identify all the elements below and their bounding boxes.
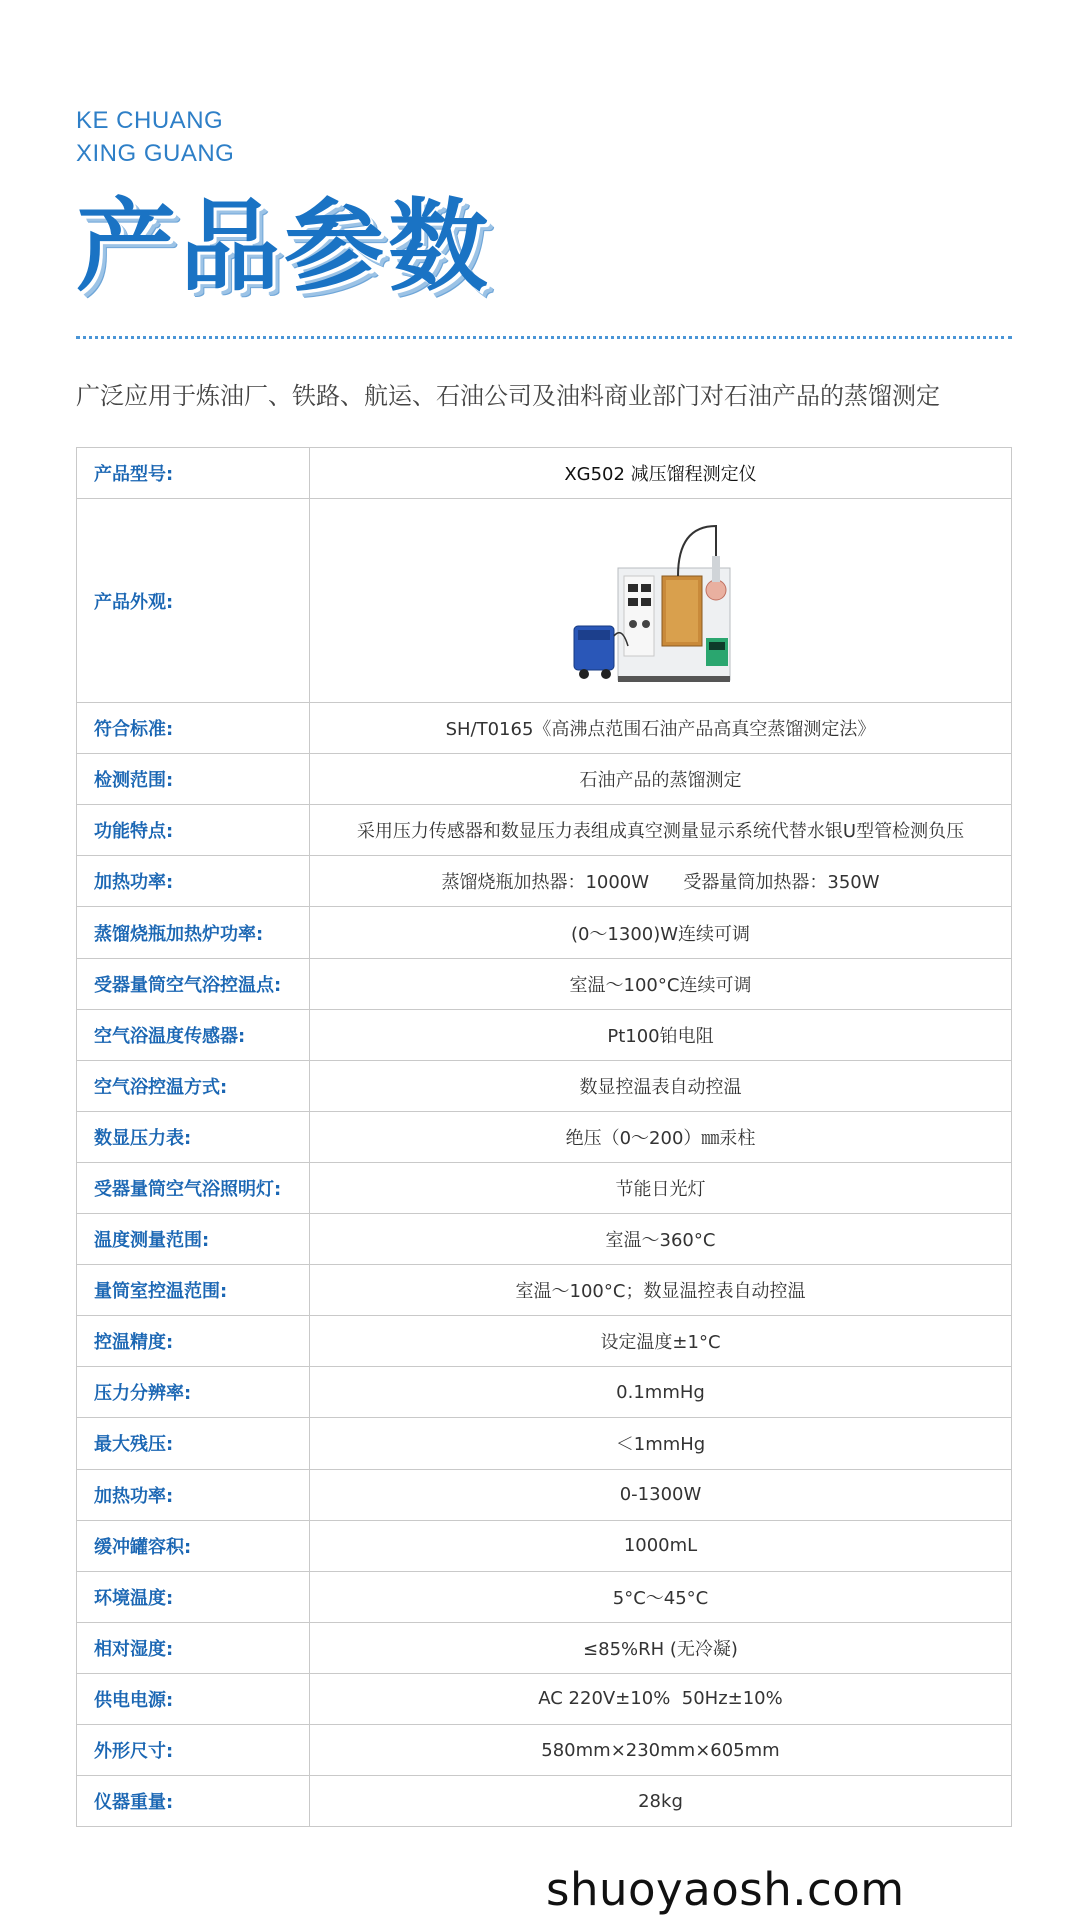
table-row: [77, 1111, 1012, 1162]
table-row: [77, 1520, 1012, 1571]
row-value: Pt100铂电阻: [310, 1009, 1012, 1060]
row-label: 检测范围:: [77, 754, 310, 805]
row-value: 数显控温表自动控温: [310, 1060, 1012, 1111]
row-label: 外形尺寸:: [77, 1724, 310, 1775]
row-value: (0～1300)W连续可调: [310, 907, 1012, 958]
row-value: 石油产品的蒸馏测定: [310, 754, 1012, 805]
row-value: SH/T0165《高沸点范围石油产品高真空蒸馏测定法》: [310, 703, 1012, 754]
row-label: 空气浴温度传感器:: [77, 1009, 310, 1060]
row-value: 室温～100°C连续可调: [310, 958, 1012, 1009]
row-label: 压力分辨率:: [77, 1367, 310, 1418]
row-label: 符合标准:: [77, 703, 310, 754]
table-row-appearance: [77, 499, 1012, 703]
table-row: [77, 805, 1012, 856]
table-row: [77, 856, 1012, 907]
table-row: [77, 754, 1012, 805]
row-value: 采用压力传感器和数显压力表组成真空测量显示系统代替水银U型管检测负压: [310, 805, 1012, 856]
row-value: 1000mL: [310, 1520, 1012, 1571]
footer-watermark: shuoyaosh.com: [546, 1863, 905, 1916]
row-label: 温度测量范围:: [77, 1214, 310, 1265]
table-row: [77, 1009, 1012, 1060]
page-subtitle: 广泛应用于炼油厂、铁路、航运、石油公司及油料商业部门对石油产品的蒸馏测定: [76, 382, 940, 410]
row-label: 加热功率:: [77, 1469, 310, 1520]
table-row: [77, 1060, 1012, 1111]
table-row: [77, 1214, 1012, 1265]
table-row: [77, 703, 1012, 754]
table-row: [77, 1265, 1012, 1316]
row-label: 量筒室控温范围:: [77, 1265, 310, 1316]
page-title: 产品参数: [76, 187, 492, 305]
row-value: 5°C～45°C: [310, 1571, 1012, 1622]
table-row: [77, 907, 1012, 958]
row-value: 绝压（0～200）㎜汞柱: [310, 1111, 1012, 1162]
table-row: [77, 1673, 1012, 1724]
row-label: 相对湿度:: [77, 1622, 310, 1673]
table-row: [77, 1776, 1012, 1827]
row-value: 室温～100°C；数显温控表自动控温: [310, 1265, 1012, 1316]
table-row: [77, 1622, 1012, 1673]
row-value: 设定温度±1°C: [310, 1316, 1012, 1367]
row-label: 空气浴控温方式:: [77, 1060, 310, 1111]
row-label: 受器量筒空气浴控温点:: [77, 958, 310, 1009]
table-row: [77, 1367, 1012, 1418]
table-row: [77, 1571, 1012, 1622]
table-row: [77, 1724, 1012, 1775]
row-value: ≤85%RH (无冷凝): [310, 1622, 1012, 1673]
row-label: 功能特点:: [77, 805, 310, 856]
row-value: 28kg: [310, 1776, 1012, 1827]
product-image: [566, 516, 756, 686]
row-value: 0.1mmHg: [310, 1367, 1012, 1418]
spec-table: [76, 447, 1012, 1827]
row-label: 受器量筒空气浴照明灯:: [77, 1162, 310, 1213]
brand-line-1: KE CHUANG: [76, 107, 224, 134]
row-label: 产品型号:: [77, 448, 310, 499]
table-row: [77, 1162, 1012, 1213]
row-label: 最大残压:: [77, 1418, 310, 1469]
product-image-cell: [310, 499, 1012, 703]
row-label: 蒸馏烧瓶加热炉功率:: [77, 907, 310, 958]
brand-text: [76, 104, 234, 170]
row-label: 供电电源:: [77, 1673, 310, 1724]
brand-line-2: XING GUANG: [76, 140, 235, 167]
table-row: [77, 1316, 1012, 1367]
row-label: 控温精度:: [77, 1316, 310, 1367]
row-label: 产品外观:: [77, 499, 310, 703]
row-label: 环境温度:: [77, 1571, 310, 1622]
row-value: ＜1mmHg: [310, 1418, 1012, 1469]
dotted-divider: [76, 336, 1012, 339]
row-value: 0-1300W: [310, 1469, 1012, 1520]
row-value: 580mm×230mm×605mm: [310, 1724, 1012, 1775]
row-label: 仪器重量:: [77, 1776, 310, 1827]
row-value: 节能日光灯: [310, 1162, 1012, 1213]
row-value: 蒸馏烧瓶加热器：1000W 受器量筒加热器：350W: [310, 856, 1012, 907]
table-row: [77, 958, 1012, 1009]
row-label: 数显压力表:: [77, 1111, 310, 1162]
row-label: 加热功率:: [77, 856, 310, 907]
table-row-model: [77, 448, 1012, 499]
row-label: 缓冲罐容积:: [77, 1520, 310, 1571]
table-row: [77, 1418, 1012, 1469]
row-value: AC 220V±10% 50Hz±10%: [310, 1673, 1012, 1724]
row-value: 室温～360°C: [310, 1214, 1012, 1265]
row-value: XG502 减压馏程测定仪: [310, 448, 1012, 499]
table-row: [77, 1469, 1012, 1520]
